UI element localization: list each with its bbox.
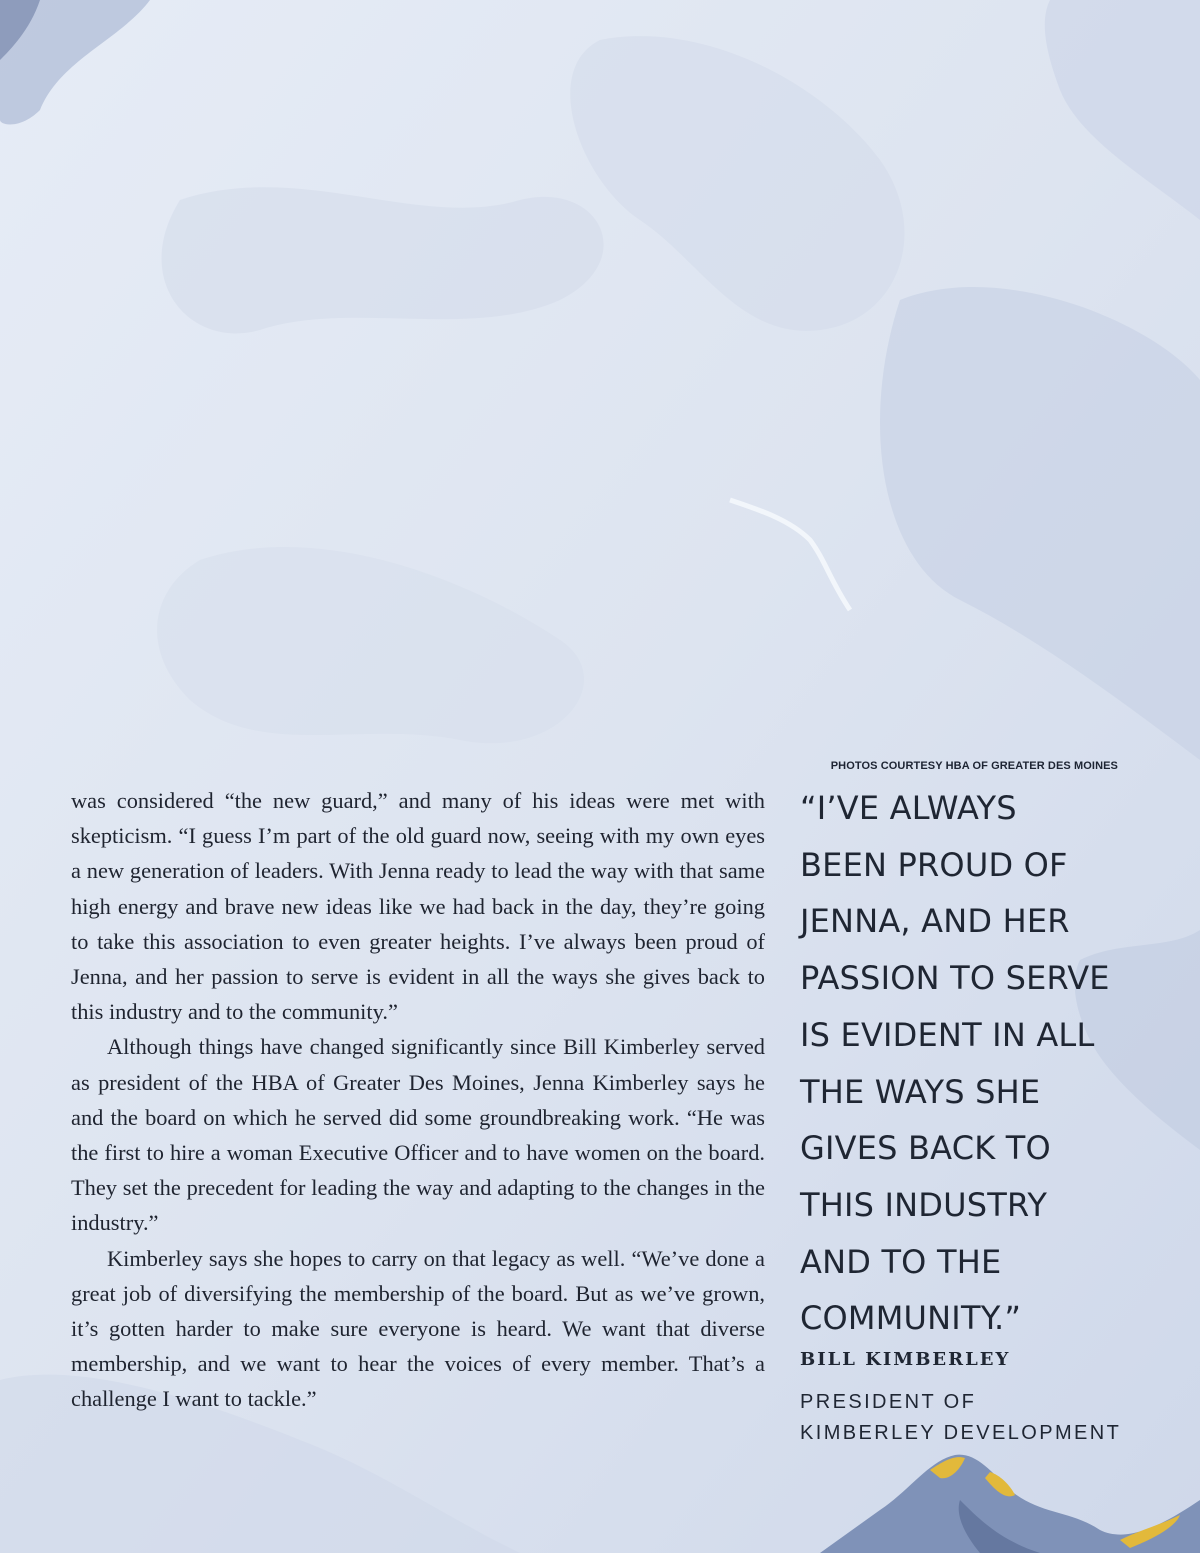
pull-quote-attribution-name: BILL KIMBERLEY — [800, 1349, 1011, 1370]
photo-credit: PHOTOS COURTESY HBA OF GREATER DES MOINES — [830, 760, 1118, 772]
article-paragraph: was considered “the new guard,” and many of his ideas were met with skepticism. “I guess I’m part of the old guard now, seeing with my own eyes a new generation of leaders. With Jenna ready to lead the way with that same high energy and brave new ideas like we had back in the day, they’re going to take this association to even greater heights. I’ve always been proud of Jenna, and her passion to serve is evident in all the ways she gives back to this industry and to the community.” — [71, 788, 765, 1025]
article-paragraph: Although things have changed significantly since Bill Kimberley served as president of the HBA of Greater Des Moines, Jenna Kimberley says he and the board on which he served did some groundbreaking work. “He was the first to hire a woman Executive Officer and to have women on the board. They set the precedent for leading the way and adapting to the changes in the industry.” — [71, 1034, 765, 1236]
article-body — [71, 783, 765, 1417]
article-paragraph: Kimberley says she hopes to carry on that legacy as well. “We’ve done a great job of diversifying the membership of the board. But as we’ve grown, it’s gotten harder to make sure everyone is heard. We want that diverse membership, and we want to hear the voices of every member. That’s a challenge I want to tackle.” — [71, 1245, 765, 1412]
pull-quote: “I’VE ALWAYS BEEN PROUD OF JENNA, AND HER PASSION TO SERVE IS EVIDENT IN ALL THE WAYS SHE GIVES BACK TO THIS INDUSTRY AND TO THE COMMUNITY.” — [800, 789, 1110, 1338]
pull-quote-attribution-title: PRESIDENT OF KIMBERLEY DEVELOPMENT — [800, 1391, 1122, 1444]
